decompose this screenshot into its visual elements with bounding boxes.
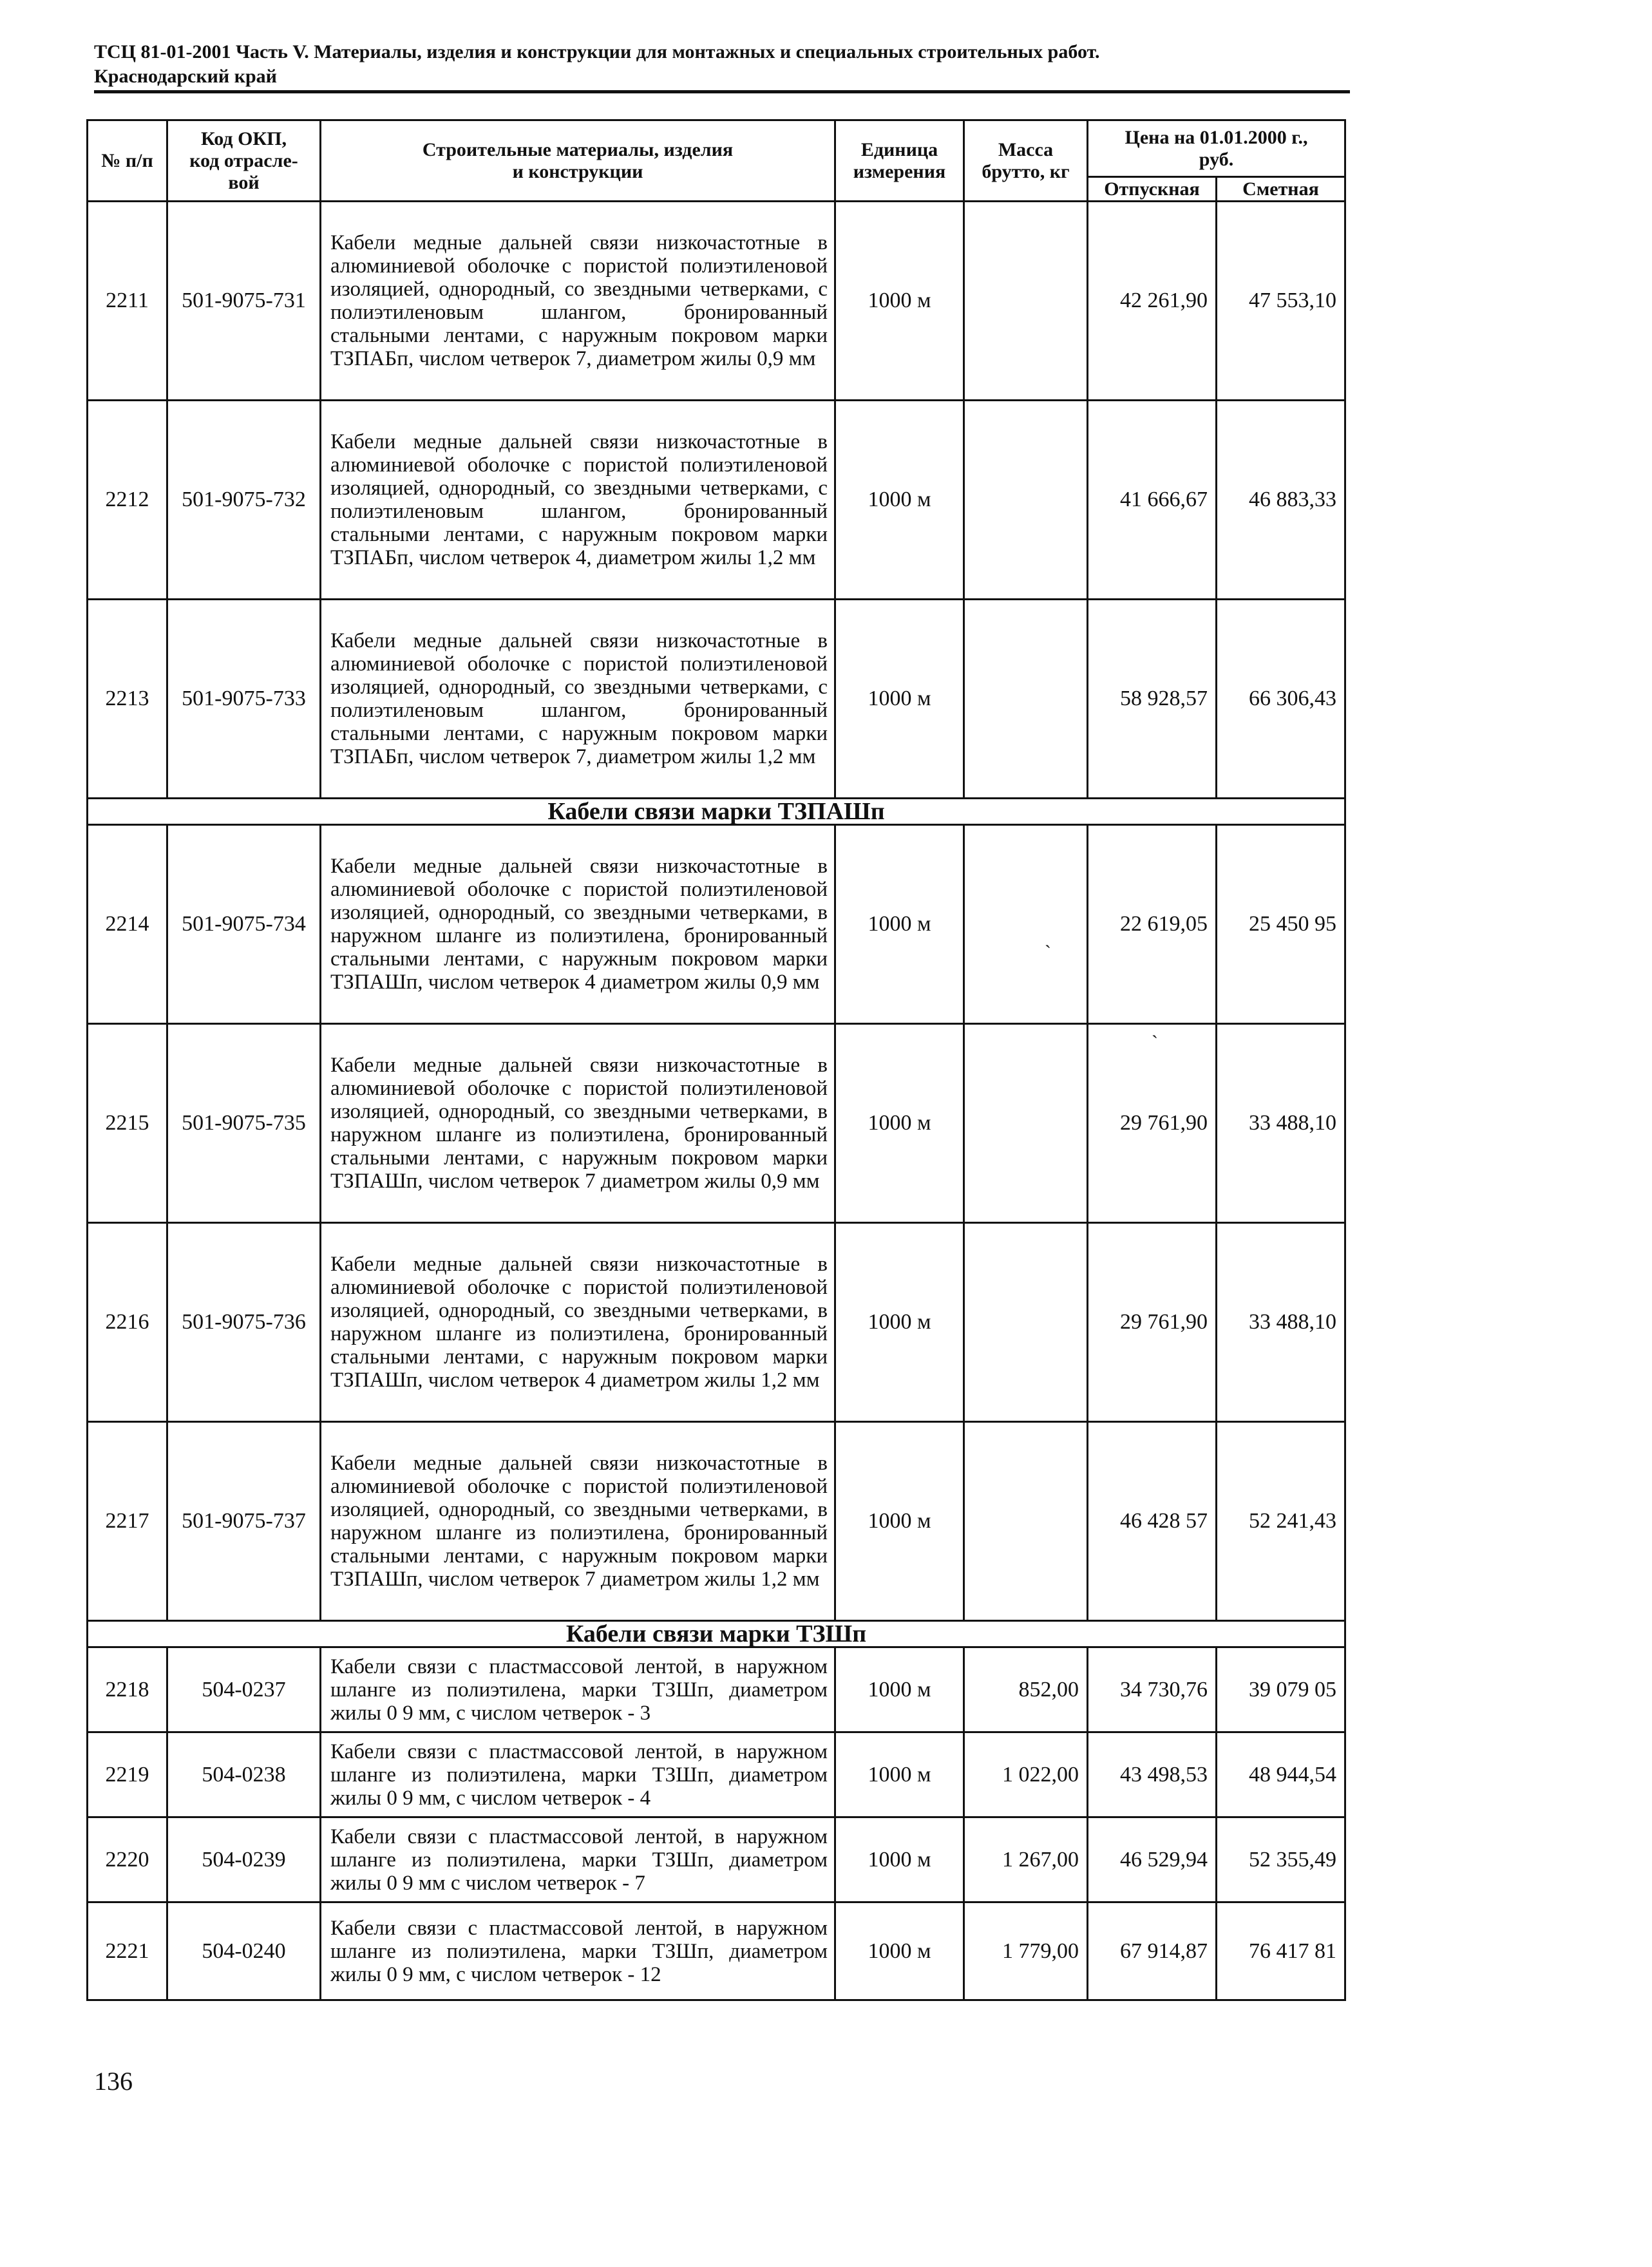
col-name-line1: Строительные материалы, изделия <box>422 138 734 160</box>
row-estimate-price: 39 079 05 <box>1217 1647 1345 1732</box>
row-estimate-price: 33 488,10 <box>1217 1223 1345 1422</box>
table-row <box>88 1223 1345 1422</box>
table-row <box>88 1647 1345 1732</box>
row-estimate-price: 76 417 81 <box>1217 1902 1345 2000</box>
row-mass <box>964 202 1088 401</box>
row-description: Кабели медные дальней связи низкочастотные в алюминиевой оболочке с пористой полиэтиленовой изоляцией, однородный, со звездными четверками, с полиэтиленовым шлангом, бронированный стальными лентами, с наружным покровом марки ТЗПАБп, числом четверок 7, диаметром жилы 1,2 мм <box>321 600 835 799</box>
row-code: 501-9075-734 <box>167 825 321 1024</box>
row-mass: 1 267,00 <box>964 1817 1088 1902</box>
table-row <box>88 1422 1345 1621</box>
page-number: 136 <box>94 2067 133 2096</box>
col-code-line2: код отрасле- <box>189 149 298 171</box>
row-unit: 1000 м <box>835 1422 964 1621</box>
row-num: 2218 <box>88 1647 167 1732</box>
table-row <box>88 1817 1345 1902</box>
row-release-price: 29 761,90 <box>1088 1223 1217 1422</box>
row-unit: 1000 м <box>835 1902 964 2000</box>
table-row <box>88 401 1345 600</box>
row-estimate-price: 47 553,10 <box>1217 202 1345 401</box>
row-release-price: 67 914,87 <box>1088 1902 1217 2000</box>
col-num-header: № п/п <box>88 120 167 202</box>
header-title: ТСЦ 81-01-2001 Часть V. Материалы, изделия и конструкции для монтажных и специальных строительных работ. <box>94 41 1100 62</box>
row-unit: 1000 м <box>835 401 964 600</box>
row-unit: 1000 м <box>835 1732 964 1817</box>
row-mass <box>964 600 1088 799</box>
row-mass: 852,00 <box>964 1647 1088 1732</box>
row-release-price: 41 666,67 <box>1088 401 1217 600</box>
row-estimate-price: 33 488,10 <box>1217 1024 1345 1223</box>
row-mass: 1 022,00 <box>964 1732 1088 1817</box>
row-code: 501-9075-736 <box>167 1223 321 1422</box>
row-code: 501-9075-735 <box>167 1024 321 1223</box>
table-row <box>88 202 1345 401</box>
row-unit: 1000 м <box>835 202 964 401</box>
row-estimate-price: 48 944,54 <box>1217 1732 1345 1817</box>
row-num: 2216 <box>88 1223 167 1422</box>
row-description: Кабели медные дальней связи низкочастотные в алюминиевой оболочке с пористой полиэтиленовой изоляцией, однородный, со звездными четверками, с полиэтиленовым шлангом, бронированный стальными лентами, с наружным покровом марки ТЗПАБп, числом четверок 7, диаметром жилы 0,9 мм <box>321 202 835 401</box>
row-release-price: 42 261,90 <box>1088 202 1217 401</box>
row-description: Кабели связи с пластмассовой лентой, в наружном шланге из полиэтилена, марки ТЗШп, диаметром жилы 0 9 мм, с числом четверок - 4 <box>321 1732 835 1817</box>
section-title: Кабели связи марки ТЗШп <box>88 1621 1345 1647</box>
col-code-header <box>167 120 321 202</box>
col-unit-line1: Единица <box>860 138 938 160</box>
row-mass <box>964 1223 1088 1422</box>
section-row <box>88 1621 1345 1647</box>
row-description: Кабели связи с пластмассовой лентой, в наружном шланге из полиэтилена, марки ТЗШп, диаметром жилы 0 9 мм, с числом четверок - 12 <box>321 1902 835 2000</box>
col-price-line2: руб. <box>1199 148 1234 170</box>
row-mass <box>964 1422 1088 1621</box>
col-mass-line1: Масса <box>998 138 1054 160</box>
section-title: Кабели связи марки ТЗПАШп <box>88 799 1345 825</box>
row-code: 501-9075-737 <box>167 1422 321 1621</box>
row-release-price: 58 928,57 <box>1088 600 1217 799</box>
row-num: 2212 <box>88 401 167 600</box>
page-header <box>94 40 1350 89</box>
col-code-line3: вой <box>228 171 260 193</box>
row-estimate-price: 46 883,33 <box>1217 401 1345 600</box>
table-row <box>88 1902 1345 2000</box>
row-num: 2219 <box>88 1732 167 1817</box>
col-price-header <box>1088 120 1345 177</box>
row-release-price: 22 619,05 <box>1088 825 1217 1024</box>
table-row <box>88 1732 1345 1817</box>
row-num: 2215 <box>88 1024 167 1223</box>
row-num: 2211 <box>88 202 167 401</box>
row-release-price: 46 428 57 <box>1088 1422 1217 1621</box>
row-estimate-price: 66 306,43 <box>1217 600 1345 799</box>
col-mass-line2: брутто, кг <box>982 160 1070 182</box>
table-row <box>88 600 1345 799</box>
row-estimate-price: 52 241,43 <box>1217 1422 1345 1621</box>
row-release-price: 34 730,76 <box>1088 1647 1217 1732</box>
col-mass-header <box>964 120 1088 202</box>
col-unit-line2: измерения <box>853 160 946 182</box>
col-name-line2: и конструкции <box>512 160 643 182</box>
col-code-line1: Код ОКП, <box>201 128 287 149</box>
row-code: 504-0240 <box>167 1902 321 2000</box>
row-description: Кабели медные дальней связи низкочастотные в алюминиевой оболочке с пористой полиэтиленовой изоляцией, однородный, со звездными четверками, в наружном шланге из полиэтилена, бронированный стальными лентами, с наружным покровом марки ТЗПАШп, числом четверок 4 диаметром жилы 0,9 мм <box>321 825 835 1024</box>
row-mass: 1 779,00 <box>964 1902 1088 2000</box>
row-code: 504-0237 <box>167 1647 321 1732</box>
row-description: Кабели медные дальней связи низкочастотные в алюминиевой оболочке с пористой полиэтиленовой изоляцией, однородный, со звездными четверками, в наружном шланге из полиэтилена, бронированный стальными лентами, с наружным покровом марки ТЗПАШп, числом четверок 7 диаметром жилы 1,2 мм <box>321 1422 835 1621</box>
header-region: Краснодарский край <box>94 66 277 87</box>
section-row <box>88 799 1345 825</box>
row-release-price: 29 761,90 <box>1088 1024 1217 1223</box>
col-estimate-price-header: Сметная <box>1217 177 1345 202</box>
table-row <box>88 825 1345 1024</box>
row-num: 2220 <box>88 1817 167 1902</box>
row-release-price: 46 529,94 <box>1088 1817 1217 1902</box>
row-release-price: 43 498,53 <box>1088 1732 1217 1817</box>
row-mass <box>964 825 1088 1024</box>
row-unit: 1000 м <box>835 1223 964 1422</box>
row-num: 2217 <box>88 1422 167 1621</box>
row-num: 2214 <box>88 825 167 1024</box>
row-code: 504-0238 <box>167 1732 321 1817</box>
col-price-line1: Цена на 01.01.2000 г., <box>1125 126 1308 148</box>
col-unit-header <box>835 120 964 202</box>
row-unit: 1000 м <box>835 1817 964 1902</box>
stray-tick-mark: ˋ <box>1045 942 1051 963</box>
header-rule <box>94 90 1350 93</box>
row-estimate-price: 25 450 95 <box>1217 825 1345 1024</box>
row-unit: 1000 м <box>835 1647 964 1732</box>
row-num: 2213 <box>88 600 167 799</box>
row-unit: 1000 м <box>835 1024 964 1223</box>
row-mass <box>964 401 1088 600</box>
stray-tick-mark: ˋ <box>1152 1032 1158 1053</box>
row-description: Кабели медные дальней связи низкочастотные в алюминиевой оболочке с пористой полиэтиленовой изоляцией, однородный, со звездными четверками, в наружном шланге из полиэтилена, бронированный стальными лентами, с наружным покровом марки ТЗПАШп, числом четверок 7 диаметром жилы 0,9 мм <box>321 1024 835 1223</box>
row-unit: 1000 м <box>835 600 964 799</box>
row-code: 501-9075-733 <box>167 600 321 799</box>
row-description: Кабели связи с пластмассовой лентой, в наружном шланге из полиэтилена, марки ТЗШп, диаметром жилы 0 9 мм, с числом четверок - 3 <box>321 1647 835 1732</box>
row-code: 501-9075-731 <box>167 202 321 401</box>
row-num: 2221 <box>88 1902 167 2000</box>
price-table <box>86 119 1346 2001</box>
row-description: Кабели медные дальней связи низкочастотные в алюминиевой оболочке с пористой полиэтиленовой изоляцией, однородный, со звездными четверками, с полиэтиленовым шлангом, бронированный стальными лентами, с наружным покровом марки ТЗПАБп, числом четверок 4, диаметром жилы 1,2 мм <box>321 401 835 600</box>
row-unit: 1000 м <box>835 825 964 1024</box>
row-estimate-price: 52 355,49 <box>1217 1817 1345 1902</box>
row-description: Кабели медные дальней связи низкочастотные в алюминиевой оболочке с пористой полиэтиленовой изоляцией, однородный, со звездными четверками, в наружном шланге из полиэтилена, бронированный стальными лентами, с наружным покровом марки ТЗПАШп, числом четверок 4 диаметром жилы 1,2 мм <box>321 1223 835 1422</box>
row-mass <box>964 1024 1088 1223</box>
col-release-price-header: Отпускная <box>1088 177 1217 202</box>
row-description: Кабели связи с пластмассовой лентой, в наружном шланге из полиэтилена, марки ТЗШп, диаметром жилы 0 9 мм с числом четверок - 7 <box>321 1817 835 1902</box>
row-code: 504-0239 <box>167 1817 321 1902</box>
row-code: 501-9075-732 <box>167 401 321 600</box>
col-name-header <box>321 120 835 202</box>
